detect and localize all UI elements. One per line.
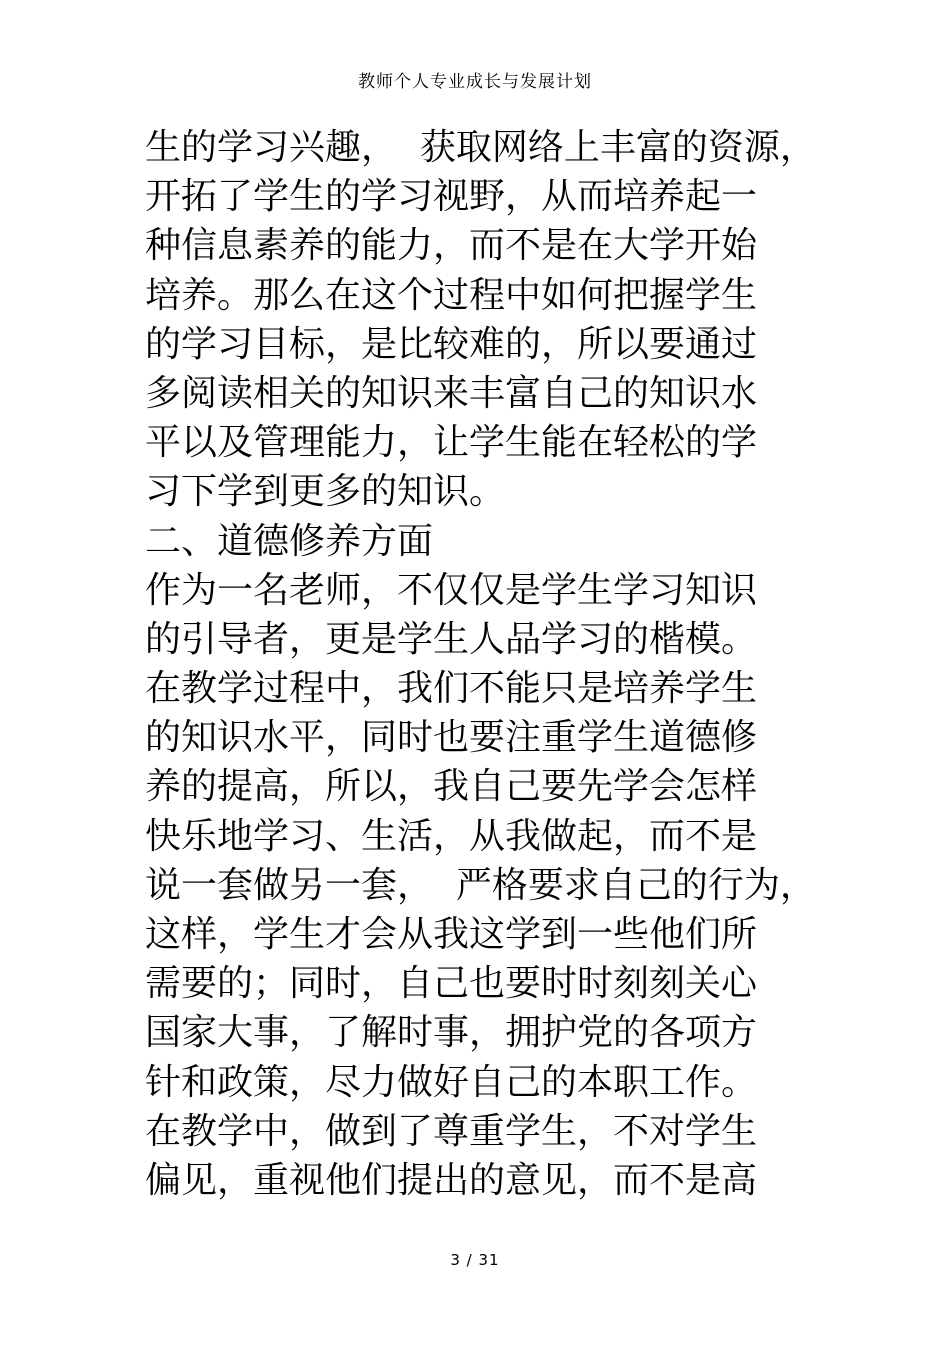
text-line-6: 多阅读相关的知识来丰富自己的知识水 — [145, 372, 758, 414]
text-line-5: 的学习目标，是比较难的，所以要通过 — [145, 323, 758, 365]
text-line-7: 平以及管理能力，让学生能在轻松的学 — [145, 422, 758, 464]
text-line-2: 开拓了学生的学习视野，从而培养起一 — [145, 176, 758, 218]
document-body — [145, 123, 816, 1205]
text-line-14: 养的提高，所以，我自己要先学会怎样 — [145, 766, 758, 808]
text-line-1: 生的学习兴趣， 获取网络上丰富的资源， — [145, 127, 816, 168]
text-line-15: 快乐地学习、生活，从我做起，而不是 — [145, 815, 758, 857]
page-header-title: 教师个人专业成长与发展计划 — [358, 72, 592, 92]
text-line-17: 这样，学生才会从我这学到一些他们所 — [145, 914, 758, 955]
section-heading-moral-cultivation: 二、道德修养方面 — [145, 520, 434, 562]
text-line-12: 在教学过程中，我们不能只是培养学生 — [145, 668, 758, 710]
text-line-4: 培养。那么在这个过程中如何把握学生 — [145, 274, 758, 316]
text-line-3: 种信息素养的能力，而不是在大学开始 — [145, 225, 758, 267]
text-line-16: 说一套做另一套， 严格要求自己的行为， — [145, 864, 816, 906]
page-number: 3 / 31 — [450, 1251, 500, 1269]
text-line-8: 习下学到更多的知识。 — [145, 471, 506, 513]
text-line-20: 针和政策，尽力做好自己的本职工作。 — [145, 1061, 758, 1103]
text-line-19: 国家大事，了解时事，拥护党的各项方 — [145, 1012, 758, 1054]
text-line-10: 作为一名老师，不仅仅是学生学习知识 — [145, 569, 758, 611]
text-line-11: 的引导者，更是学生人品学习的楷模。 — [145, 618, 758, 660]
text-line-22: 偏见，重视他们提出的意见，而不是高 — [145, 1159, 758, 1201]
text-line-21: 在教学中，做到了尊重学生，不对学生 — [145, 1110, 758, 1152]
text-line-18: 需要的；同时，自己也要时时刻刻关心 — [145, 963, 758, 1005]
text-line-13: 的知识水平，同时也要注重学生道德修 — [145, 717, 758, 759]
